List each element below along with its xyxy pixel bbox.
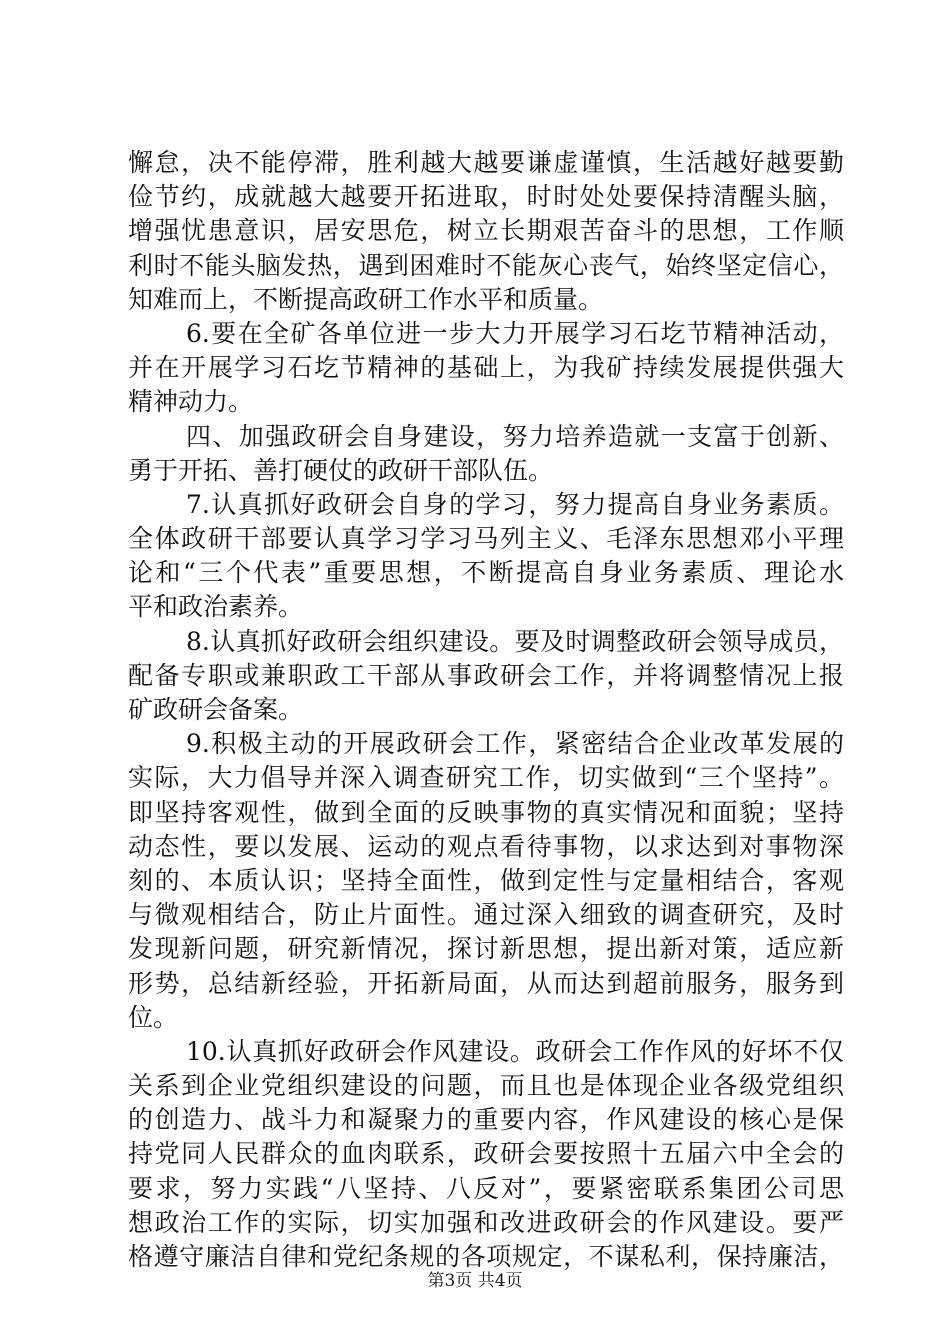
text-line: 动态性，要以发展、运动的观点看待事物，以求达到对事物深 [128, 831, 844, 861]
text-line: 论和“三个代表”重要思想，不断提高自身业务素质、理论水 [128, 558, 844, 588]
text-line: 想政治工作的实际，切实加强和改进政研会的作风建设。要严 [128, 1207, 844, 1237]
text-line: 知难而上，不断提高政研工作水平和质量。 [128, 284, 604, 314]
text-line: 关系到企业党组织建设的问题，而且也是体现企业各级党组织 [128, 1071, 844, 1101]
text-line: 10.认真抓好政研会作风建设。政研会工作作风的好坏不仅 [186, 1036, 844, 1066]
text-line: 9.积极主动的开展政研会工作，紧密结合企业改革发展的 [186, 729, 844, 759]
text-line: 格遵守廉洁自律和党纪条规的各项规定，不谋私利，保持廉洁， [128, 1242, 844, 1271]
document-body [128, 146, 844, 1274]
text-line: 精神动力。 [128, 387, 254, 417]
text-line: 利时不能头脑发热，遇到困难时不能灰心丧气，始终坚定信心， [128, 250, 844, 280]
text-line: 与微观相结合，防止片面性。通过深入细致的调查研究，及时 [128, 900, 844, 930]
text-line: 要求，努力实践“八坚持、八反对”，要紧密联系集团公司思 [128, 1173, 844, 1203]
text-line: 发现新问题，研究新情况，探讨新思想，提出新对策，适应新 [128, 934, 844, 964]
text-line: 8.认真抓好政研会组织建设。要及时调整政研会领导成员， [186, 626, 844, 656]
text-line: 配备专职或兼职政工干部从事政研会工作，并将调整情况上报 [128, 660, 844, 690]
text-line: 增强忧患意识，居安思危，树立长期艰苦奋斗的思想，工作顺 [128, 216, 844, 246]
text-line: 矿政研会备案。 [128, 695, 304, 724]
text-line: 位。 [128, 1002, 179, 1032]
text-line: 俭节约，成就越大越要开拓进取，时时处处要保持清醒头脑， [128, 182, 844, 212]
text-line: 四、加强政研会自身建设，努力培养造就一支富于创新、 [186, 421, 844, 451]
text-line: 勇于开拓、善打硬仗的政研干部队伍。 [128, 455, 554, 485]
text-line: 持党同人民群众的血肉联系，政研会要按照十五届六中全会的 [128, 1139, 844, 1169]
text-line: 6.要在全矿各单位进一步大力开展学习石圪节精神活动， [186, 318, 844, 348]
text-line: 全体政研干部要认真学习学习马列主义、毛泽东思想邓小平理 [128, 524, 844, 554]
page-footer: 第3页 共4页 [427, 1271, 523, 1291]
text-line: 刻的、本质认识；坚持全面性，做到定性与定量相结合，客观 [128, 865, 844, 895]
text-line: 实际，大力倡导并深入调查研究工作，切实做到“三个坚持”。 [128, 763, 844, 793]
text-line: 即坚持客观性，做到全面的反映事物的真实情况和面貌；坚持 [128, 797, 844, 827]
text-line: 懈怠，决不能停滞，胜利越大越要谦虚谨慎，生活越好越要勤 [128, 148, 844, 177]
text-line: 形势，总结新经验，开拓新局面，从而达到超前服务，服务到 [128, 968, 844, 998]
text-line: 的创造力、战斗力和凝聚力的重要内容，作风建设的核心是保 [128, 1105, 844, 1135]
text-line: 7.认真抓好政研会自身的学习，努力提高自身业务素质。 [186, 489, 844, 519]
text-line: 平和政治素养。 [128, 592, 304, 622]
text-line: 并在开展学习石圪节精神的基础上，为我矿持续发展提供强大 [128, 353, 844, 383]
